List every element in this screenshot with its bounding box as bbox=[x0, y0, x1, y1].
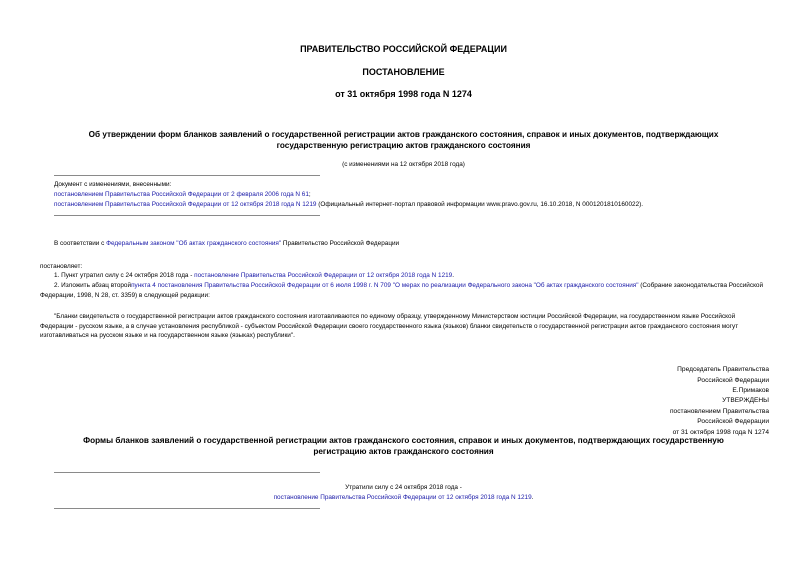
document-type-heading: ПОСТАНОВЛЕНИЕ bbox=[362, 67, 445, 77]
signature-position-2: Российской Федерации bbox=[697, 376, 769, 384]
amendment-link-2[interactable]: постановлением Правительства Российской Федерации от 12 октября 2018 года N 1219 bbox=[54, 201, 317, 208]
signature-block bbox=[677, 365, 769, 397]
amendment-item-2 bbox=[54, 200, 643, 209]
document-title-line-2: государственную регистрацию актов гражданского состояния bbox=[276, 141, 531, 150]
item-1-prefix: 1. Пункт утратил силу с 24 октября 2018 года - bbox=[54, 272, 195, 279]
repealed-line bbox=[0, 493, 807, 502]
signature-position-1: Председатель Правительства bbox=[677, 366, 769, 373]
approval-by-1: постановлением Правительства bbox=[669, 407, 769, 415]
document-date-number: от 31 октября 1998 года N 1274 bbox=[335, 89, 472, 99]
forms-title-line-2: регистрацию актов гражданского состояния bbox=[313, 447, 494, 456]
approval-date: от 31 октября 1998 года N 1274 bbox=[672, 428, 769, 436]
amendment-link-1[interactable]: постановлением Правительства Российской Федерации от 2 февраля 2006 года N 61 bbox=[54, 191, 309, 198]
federal-law-link[interactable]: Федеральным законом "Об актах гражданского состояния" bbox=[106, 240, 282, 247]
item-2-prefix: 2. Изложить абзац второй bbox=[54, 282, 132, 289]
forms-title-line-1: Формы бланков заявлений о государственной регистрации актов гражданского состояния, справок и иных документов, подтверждающих государственную bbox=[83, 436, 724, 445]
government-heading: ПРАВИТЕЛЬСТВО РОССИЙСКОЙ ФЕДЕРАЦИИ bbox=[300, 44, 507, 54]
divider-top bbox=[54, 175, 320, 176]
quoted-paragraph: "Бланки свидетельств о государственной регистрации актов гражданского состояния изготавливаются по единому образцу, утвержденному Министерством юстиции Российской Федерации, на государственном языке Российской Федерации - русском языке, а в случае установления республикой - субъектом Российской Федерации своего государственного языка (языков) бланки свидетельств о государственной регистрации актов гражданского состояния могут изготавливаться на русском языке и на государственном языке (языках) республики". bbox=[40, 313, 739, 340]
amendment-item-1-tail: ; bbox=[308, 191, 311, 198]
repealed-text: Утратили силу с 24 октября 2018 года - bbox=[345, 484, 462, 491]
changes-note: (с изменениями на 12 октября 2018 года) bbox=[342, 161, 465, 168]
item-1-link[interactable]: постановление Правительства Российской Федерации от 12 октября 2018 года N 1219 bbox=[194, 272, 453, 279]
item-1-suffix: . bbox=[452, 272, 455, 279]
item-1 bbox=[54, 271, 454, 280]
item-2-suffix: (Собрание законодательства Российской Федерации, 1998, N 28, ст. 3359) в следующей редакции: bbox=[40, 282, 764, 299]
document-title-line-1: Об утверждении форм бланков заявлений о государственной регистрации актов гражданского состояния, справок и иных документов, подтверждающих bbox=[88, 130, 719, 139]
divider-bottom bbox=[54, 215, 320, 216]
item-2-link[interactable]: пункта 4 постановления Правительства Российской Федерации от 6 июля 1998 г. N 709 "О мерах по реализации Федерального закона "Об актах гражданского состояния" bbox=[131, 282, 639, 289]
amendment-item-1 bbox=[54, 190, 311, 199]
amendment-item-2-tail: (Официальный интернет-портал правовой информации www.pravo.gov.ru, 16.10.2018, N 0001201810160022). bbox=[316, 201, 644, 208]
signature-name: Е.Примаков bbox=[732, 387, 769, 394]
resolves-text: постановляет: bbox=[40, 263, 83, 270]
approval-by-2: Российской Федерации bbox=[697, 418, 769, 425]
approval-block bbox=[670, 396, 769, 438]
amendments-intro: Документ с изменениями, внесенными: bbox=[54, 181, 172, 188]
preamble-prefix: В соответствии с bbox=[54, 240, 107, 247]
preamble bbox=[54, 239, 399, 248]
approval-label: УТВЕРЖДЕНЫ bbox=[722, 397, 769, 404]
preamble-suffix: Правительство Российской Федерации bbox=[281, 240, 400, 247]
repealed-link[interactable]: постановление Правительства Российской Федерации от 12 октября 2018 года N 1219 bbox=[273, 494, 532, 501]
divider-repealed-bottom bbox=[54, 508, 320, 509]
repealed-tail: . bbox=[531, 494, 534, 501]
item-2 bbox=[40, 281, 768, 300]
divider-repealed-top bbox=[54, 472, 320, 473]
